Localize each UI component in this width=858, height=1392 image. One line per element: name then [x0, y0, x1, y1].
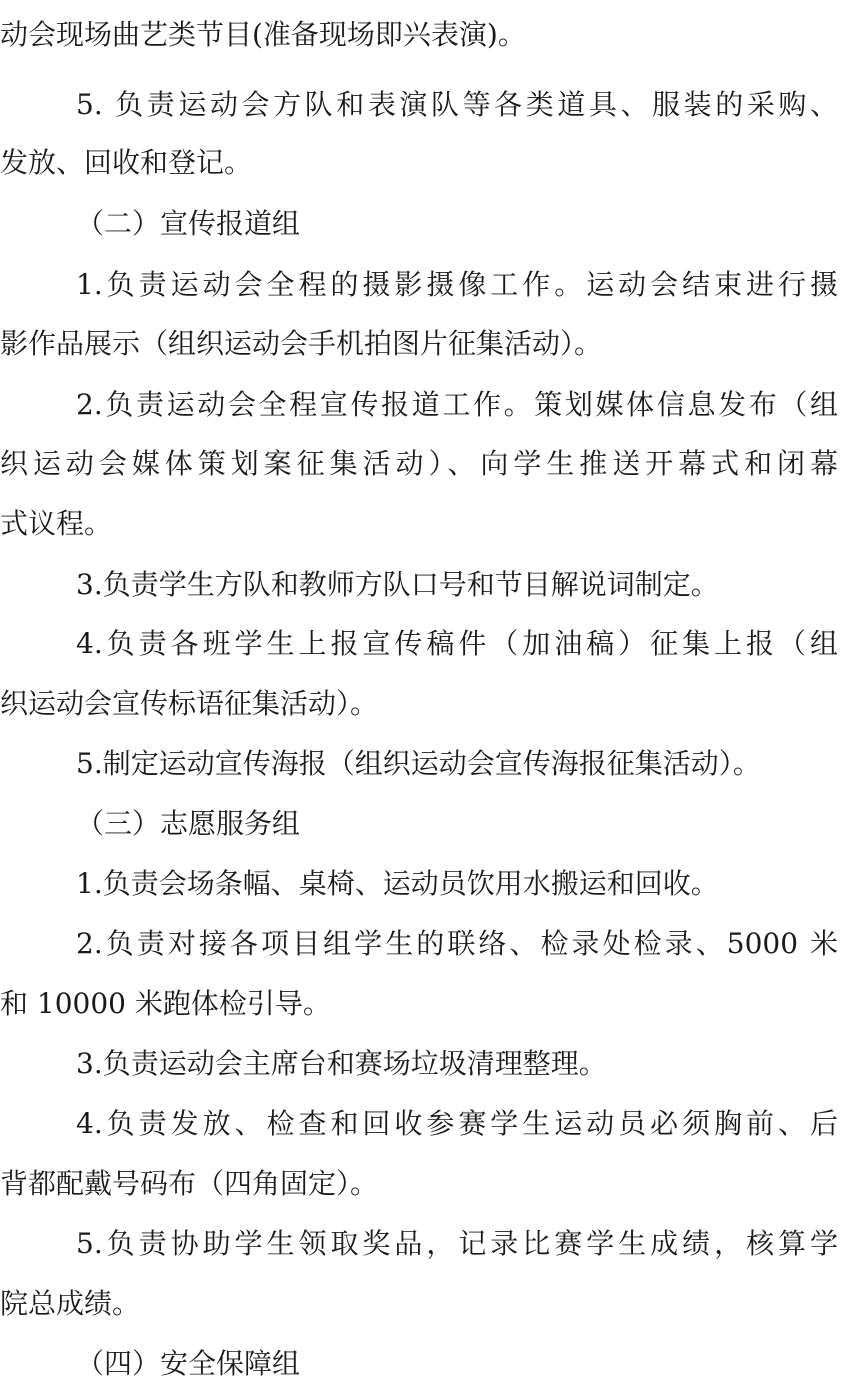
paragraph-line: 织运动会宣传标语征集活动）。	[0, 687, 379, 720]
paragraph-line: 5. 负责运动会方队和表演队等各类道具、服装的采购、	[76, 88, 838, 121]
paragraph-line: 3.负责运动会主席台和赛场垃圾清理整理。	[76, 1047, 607, 1080]
section-heading: （四）安全保障组	[76, 1347, 301, 1380]
paragraph-line: 动会现场曲艺类节目(准备现场即兴表演)。	[0, 18, 526, 51]
paragraph-line: 影作品展示（组织运动会手机拍图片征集活动）。	[0, 327, 603, 360]
paragraph-line: 和 10000 米跑体检引导。	[0, 987, 331, 1020]
paragraph-line: 式议程。	[0, 507, 113, 540]
paragraph-line: 5.制定运动宣传海报（组织运动会宣传海报征集活动）。	[76, 747, 761, 780]
section-heading: （三）志愿服务组	[76, 807, 301, 840]
paragraph-line: 发放、回收和登记。	[0, 146, 253, 179]
paragraph-line: 4.负责各班学生上报宣传稿件（加油稿）征集上报（组	[76, 627, 838, 660]
paragraph-line: 3.负责学生方队和教师方队口号和节目解说词制定。	[76, 568, 719, 601]
paragraph-line: 1.负责运动会全程的摄影摄像工作。运动会结束进行摄	[76, 268, 838, 301]
paragraph-line: 院总成绩。	[0, 1287, 141, 1320]
paragraph-line: 2.负责运动会全程宣传报道工作。策划媒体信息发布（组	[76, 388, 838, 421]
section-heading: （二）宣传报道组	[76, 207, 301, 240]
paragraph-line: 4.负责发放、检查和回收参赛学生运动员必须胸前、后	[76, 1107, 838, 1140]
paragraph-line: 1.负责会场条幅、桌椅、运动员饮用水搬运和回收。	[76, 867, 719, 900]
paragraph-line: 5.负责协助学生领取奖品，记录比赛学生成绩，核算学	[76, 1227, 838, 1260]
paragraph-line: 背都配戴号码布（四角固定）。	[0, 1167, 379, 1200]
paragraph-line: 2.负责对接各项目组学生的联络、检录处检录、5000 米	[76, 927, 838, 960]
paragraph-line: 织运动会媒体策划案征集活动）、向学生推送开幕式和闭幕	[0, 447, 838, 480]
